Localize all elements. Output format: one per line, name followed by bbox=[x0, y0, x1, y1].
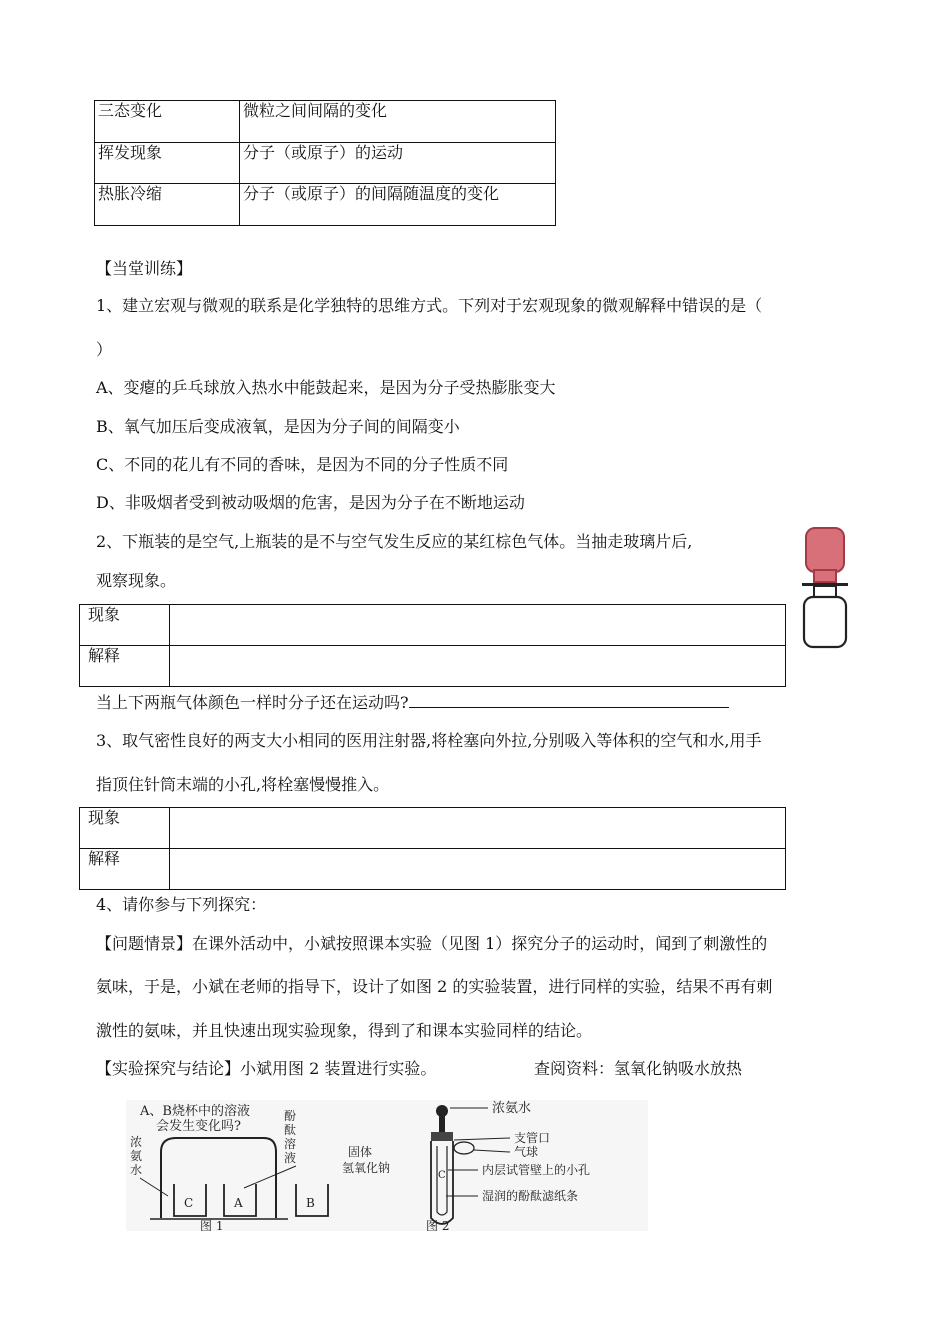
fig1-left-char: 氨 bbox=[130, 1149, 143, 1163]
q4-paragraph1-line2: 氨味，于是，小斌在老师的指导下，设计了如图 2 的实验装置，进行同样的实验，结果不再有刺 bbox=[96, 977, 773, 996]
q1-option-b: B、氧气加压后变成液氧，是因为分子间的间隔变小 bbox=[96, 417, 460, 436]
q1-stem-line2: ） bbox=[96, 340, 113, 359]
answer-blank[interactable] bbox=[409, 693, 729, 708]
table-cell: 分子（或原子）的运动 bbox=[240, 143, 556, 184]
dropper-bulb bbox=[436, 1105, 448, 1117]
leader-line bbox=[454, 1138, 510, 1140]
fig2-label: 气球 bbox=[514, 1145, 539, 1159]
fig1-right-char: 液 bbox=[284, 1151, 297, 1165]
fig2-label: 支管口 bbox=[514, 1131, 551, 1145]
fig2-solid-line: 氢氧化钠 bbox=[342, 1161, 391, 1175]
q4-paragraph2-left: 【实验探究与结论】小斌用图 2 装置进行实验。 bbox=[96, 1059, 437, 1078]
fig2-label: 内层试管壁上的小孔 bbox=[482, 1163, 591, 1177]
beaker-label: C bbox=[184, 1196, 194, 1210]
q1-option-d: D、非吸烟者受到被动吸烟的危害，是因为分子在不断地运动 bbox=[96, 493, 525, 512]
leader-line bbox=[244, 1166, 296, 1188]
table-cell: 热胀冷缩 bbox=[95, 184, 240, 226]
table-cell: 分子（或原子）的间隔随温度的变化 bbox=[240, 184, 556, 226]
section-title: 【当堂训练】 bbox=[96, 259, 193, 278]
q3-row-label: 现象 bbox=[80, 808, 170, 849]
upper-bottle-body bbox=[806, 528, 844, 572]
leader-line bbox=[474, 1150, 510, 1152]
q3-answer-cell[interactable] bbox=[170, 808, 786, 849]
balloon bbox=[454, 1142, 474, 1154]
fig2-label: 湿润的酚酞滤纸条 bbox=[482, 1189, 579, 1203]
fig2-caption: 图 2 bbox=[426, 1219, 450, 1231]
q1-option-a: A、变瘪的乒乓球放入热水中能鼓起来，是因为分子受热膨胀变大 bbox=[96, 378, 556, 397]
fig2-solid-line: 固体 bbox=[348, 1145, 373, 1159]
q2-followup-text: 当上下两瓶气体颜色一样时分子还在运动吗? bbox=[96, 693, 409, 712]
dropper-stem bbox=[439, 1116, 445, 1132]
q2-answer-cell[interactable] bbox=[170, 646, 786, 687]
table-cell: 三态变化 bbox=[95, 101, 240, 143]
q2-line1: 2、下瓶装的是空气,上瓶装的是不与空气发生反应的某红棕色气体。当抽走玻璃片后, bbox=[96, 532, 693, 551]
experiment-figure-svg bbox=[126, 1100, 648, 1231]
summary-table bbox=[94, 100, 556, 226]
outer-tube bbox=[431, 1141, 453, 1224]
q3-answer-cell[interactable] bbox=[170, 849, 786, 890]
bell-jar bbox=[161, 1138, 276, 1218]
q4-paragraph1-line3: 激性的氨味，并且快速出现实验现象，得到了和课本实验同样的结论。 bbox=[96, 1021, 593, 1040]
experiment-figure bbox=[126, 1100, 648, 1231]
fig1-left-char: 水 bbox=[130, 1163, 143, 1177]
fig1-left-char: 浓 bbox=[130, 1135, 143, 1149]
beaker-a bbox=[224, 1184, 256, 1216]
q4-paragraph1-line1: 【问题情景】在课外活动中，小斌按照课本实验（见图 1）探究分子的运动时，闻到了刺激性的 bbox=[96, 934, 768, 953]
q3-row-label: 解释 bbox=[80, 849, 170, 890]
fig2-label-top: 浓氨水 bbox=[492, 1101, 532, 1116]
fig1-right-char: 酚 bbox=[284, 1109, 297, 1123]
q1-option-c: C、不同的花儿有不同的香味，是因为不同的分子性质不同 bbox=[96, 455, 509, 474]
q2-row-label: 解释 bbox=[80, 646, 170, 687]
q2-line2: 观察现象。 bbox=[96, 571, 177, 590]
leader-line bbox=[140, 1178, 168, 1196]
fig1-title-line2: 会发生变化吗? bbox=[156, 1119, 241, 1134]
stopper bbox=[431, 1132, 453, 1141]
fig2-solid-label bbox=[342, 1144, 390, 1175]
q2-followup bbox=[96, 693, 729, 713]
beaker-c bbox=[174, 1184, 206, 1216]
beaker-label: B bbox=[306, 1196, 315, 1210]
q3-answer-table bbox=[79, 807, 786, 890]
q1-stem-line1: 1、建立宏观与微观的联系是化学独特的思维方式。下列对于宏观现象的微观解释中错误的是（ bbox=[96, 296, 763, 315]
q4-paragraph2-right: 查阅资料：氢氧化钠吸水放热 bbox=[534, 1059, 743, 1078]
q2-answer-table bbox=[79, 604, 786, 687]
q2-answer-cell[interactable] bbox=[170, 605, 786, 646]
q4-line1: 4、请你参与下列探究： bbox=[96, 895, 267, 914]
q3-line2: 指顶住针筒末端的小孔,将栓塞慢慢推入。 bbox=[96, 775, 390, 794]
fig1-right-label bbox=[284, 1109, 296, 1165]
q2-row-label: 现象 bbox=[80, 605, 170, 646]
beaker-label: A bbox=[234, 1196, 243, 1210]
fig1-title-line1: A、B烧杯中的溶液 bbox=[140, 1104, 250, 1119]
fig1-right-char: 溶 bbox=[284, 1137, 297, 1151]
fig1-left-label bbox=[130, 1135, 142, 1177]
upper-bottle-neck bbox=[814, 570, 836, 582]
gas-bottles-figure bbox=[796, 522, 856, 652]
fig1-right-char: 酞 bbox=[284, 1123, 297, 1137]
lower-bottle-body bbox=[804, 597, 846, 647]
fig1-caption: 图 1 bbox=[200, 1219, 224, 1231]
beaker-b bbox=[296, 1184, 328, 1216]
table-cell: 挥发现象 bbox=[95, 143, 240, 184]
table-cell: 微粒之间间隔的变化 bbox=[240, 101, 556, 143]
q3-line1: 3、取气密性良好的两支大小相同的医用注射器,将栓塞向外拉,分别吸入等体积的空气和水,用手 bbox=[96, 731, 762, 750]
fig2-c-label: C bbox=[438, 1170, 446, 1181]
